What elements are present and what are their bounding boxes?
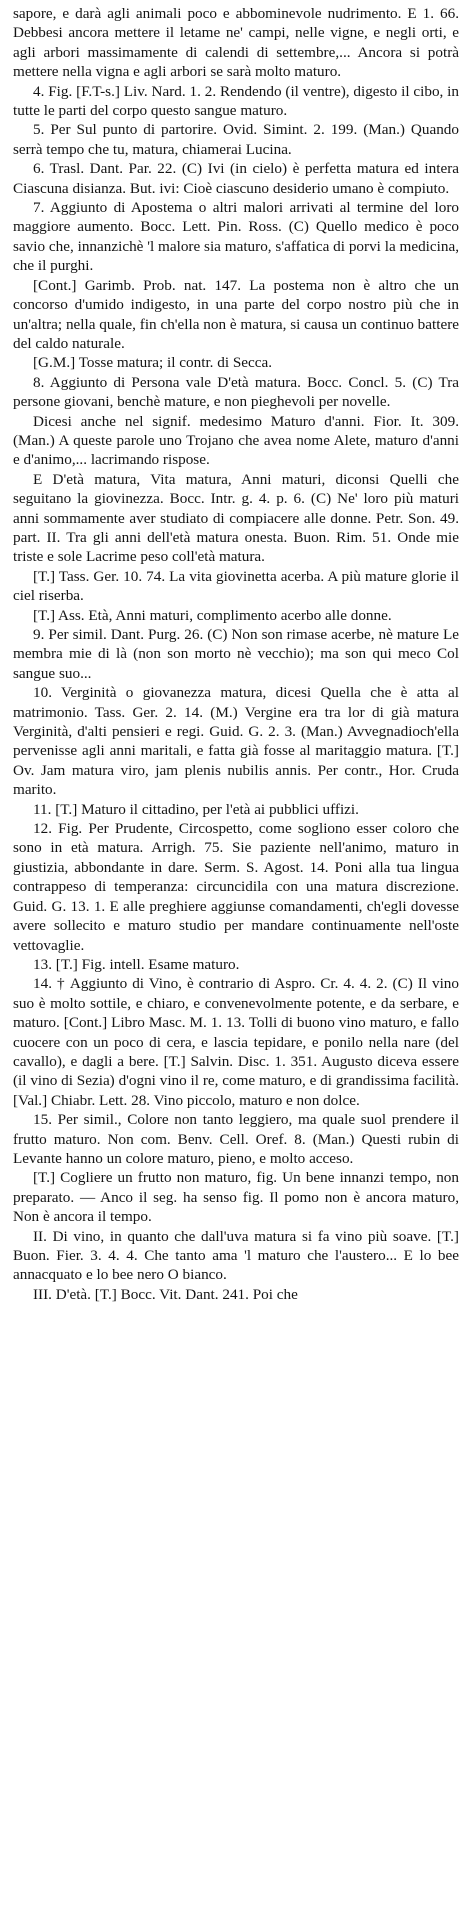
entry-citation: [T.] Cogliere un frutto non maturo, fig. Un bene innanzi tempo, non preparato. — Anco il seg. ha senso fig. Il pomo non è ancora maturo, Non è ancora il tempo.: [13, 1169, 459, 1226]
entry-sense-7: 7. Aggiunto di Apostema o altri malori arrivati al termine del loro maggiore aumento. Bocc. Lett. Pin. Ross. (C) Quello medico è poco savio che, innanzichè 'l malore sia maturo, s'affatica di porvi la medicina, che il purghi.: [13, 199, 459, 275]
entry-sense-4: 4. Fig. [F.T-s.] Liv. Nard. 1. 2. Rendendo (il ventre), digesto il cibo, in tutte le parti del corpo questo sangue maturo.: [13, 82, 459, 120]
entry-sense-11: 11. [T.] Maturo il cittadino, per l'età ai pubblici uffizi.: [33, 800, 359, 818]
entry-sense-13: 13. [T.] Fig. intell. Esame maturo.: [33, 955, 240, 973]
entry-continuation: sapore, e darà agli animali poco e abbominevole nudrimento. E 1. 66. Debbesi ancora mettere il letame ne' campi, nelle vigne, e negli orti, e agli arbori massimamente di calendi di settembre,... Ancora si potrà mettere nella vigna e agli arbori se sarà molto maturo.: [13, 5, 459, 81]
entry-citation: [T.] Tass. Ger. 10. 74. La vita giovinetta acerba. A più mature glorie il ciel riserba.: [13, 567, 459, 605]
entry-sense-12: 12. Fig. Per Prudente, Circospetto, come sogliono esser coloro che sono in età matura. Arrigh. 75. Sie paziente nell'animo, maturo in giustizia, abbondante in dare. Serm. S. Agost. 14. Poni alla tua lingua contrappeso di temperanza: circuncidila con una matura discrezione. Guid. G. 13. 1. E alle preghiere aggiunse comandamenti, ch'egli dovesse avere sollecito e maturo studio per mandare continuamente nell'oste vettovaglie.: [13, 820, 459, 954]
entry-citation: [Cont.] Garimb. Prob. nat. 147. La postema non è altro che un concorso d'umido indigesto, in una parte del corpo nostro più che in un'altra; nella quale, fin ch'ella non è matura, si causa un continuo battere del caldo naturale.: [13, 276, 459, 352]
entry-subsense: E D'età matura, Vita matura, Anni maturi, diconsi Quelli che seguitano la giovinezza. Bocc. Intr. g. 4. p. 6. (C) Ne' loro più maturi anni sommamente aver studiato di compiacere alle donne. Petr. Son. 49. part. II. Tra gli anni dell'età matura onesta. Buon. Rim. 51. Onde mie triste e sole Lacrime peso coll'età matura.: [13, 470, 459, 566]
entry-sense-9: 9. Per simil. Dant. Purg. 26. (C) Non son rimase acerbe, nè mature Le membra mie di là (non son morto nè vecchio); ma son qui meco Col sangue suo...: [13, 626, 459, 682]
entry-section-iii: III. D'età. [T.] Bocc. Vit. Dant. 241. Poi che: [33, 1285, 298, 1303]
entry-sense-6: 6. Trasl. Dant. Par. 22. (C) Ivi (in cielo) è perfetta matura ed intera Ciascuna disianza. But. ivi: Cioè ciascuno desiderio umano è compiuto.: [13, 160, 459, 197]
entry-sense-8: 8. Aggiunto di Persona vale D'età matura. Bocc. Concl. 5. (C) Tra persone giovani, benchè mature, e non pieghevoli per novelle.: [13, 373, 459, 411]
entry-sense-14: 14. † Aggiunto di Vino, è contrario di Aspro. Cr. 4. 4. 2. (C) Il vino suo è molto sottile, e chiaro, e convenevolmente potente, e da serbare, e maturo. [Cont.] Libro Masc. M. 1. 13. Tolli di buono vino maturo, e fallo cuocere con un poco di cera, e lascia tepidare, e ponilo nella nare (del cavallo), e dagli a bere. [T.] Salvin. Disc. 1. 351. Augusto diceva essere (il vino di Sezia) d'ogni vino il re, come maturo, e di grandissima facilità. [Val.] Chiabr. Lett. 28. Vino piccolo, maturo e non dolce.: [13, 975, 459, 1109]
entry-sense-5: 5. Per Sul punto di partorire. Ovid. Simint. 2. 199. (Man.) Quando serrà tempo che tu, matura, chiamerai Lucina.: [13, 121, 459, 158]
entry-sense-15: 15. Per simil., Colore non tanto leggiero, ma quale suol prendere il frutto maturo. Non com. Benv. Cell. Oref. 8. (Man.) Questi rubin di Levante hanno un colore maturo, pieno, e molto acceso.: [13, 1111, 459, 1167]
entry-citation: [G.M.] Tosse matura; il contr. di Secca.: [33, 354, 273, 372]
entry-subsense: Dicesi anche nel signif. medesimo Maturo d'anni. Fior. It. 309. (Man.) A queste parole uno Trojano che avea nome Alete, maturo d'anni e d'animo,... lacrimando rispose.: [13, 412, 459, 469]
entry-citation: [T.] Ass. Età, Anni maturi, complimento acerbo alle donne.: [33, 606, 392, 624]
entry-section-ii: II. Di vino, in quanto che dall'uva matura si fa vino più soave. [T.] Buon. Fier. 3. 4. 4. Che tanto ama 'l maturo che l'austero... E lo bee annacquato e lo bee nero O bianco.: [13, 1227, 459, 1284]
entry-sense-10: 10. Verginità o giovanezza matura, dicesi Quella che è atta al matrimonio. Tass. Ger. 2. 14. (M.) Vergine era tra lor di già matura Verginità, d'alti pensieri e regi. Guid. G. 2. 3. (Man.) Avvegnadioch'ella pervenisse agli anni maritali, e fatta già fosse al maritaggio matura. [T.] Ov. Jam matura viro, jam plenis nubilis annis. Per contr., Hor. Cruda marito.: [13, 684, 459, 799]
